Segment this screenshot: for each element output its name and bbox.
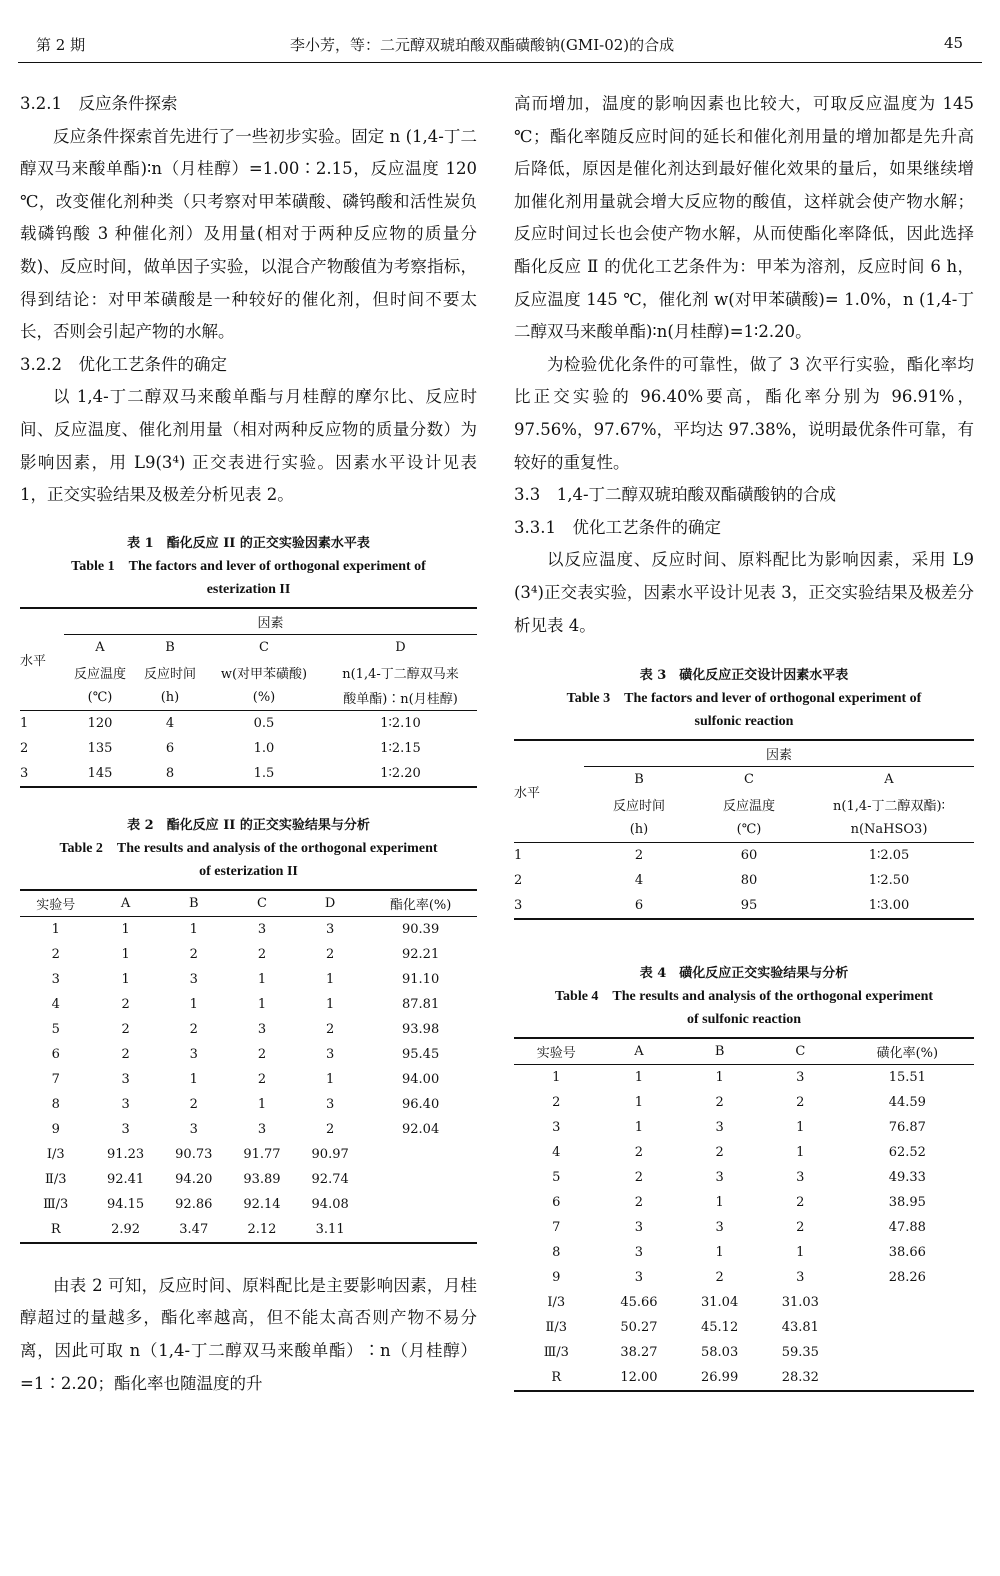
table-cell: Ⅲ/3 xyxy=(43,1196,69,1212)
table-row xyxy=(514,1065,974,1091)
table-cell: 7 xyxy=(552,1220,561,1236)
table-header-cell: 酸单酯)∶n(月桂醇) xyxy=(343,691,458,707)
table-cell: 94.15 xyxy=(106,1196,145,1212)
table-cell: 91.10 xyxy=(402,971,440,987)
table-cell: 6 xyxy=(51,1046,60,1062)
running-header xyxy=(0,0,1000,70)
table-cell: 3 xyxy=(326,1096,335,1112)
paragraph: 由表 2 可知，反应时间、原料配比是主要影响因素，月桂醇超过的量越多，酯化率越高，但不能太高否则产物不易分离，因此可取 n（1,4-丁二醇双马来酸单酯）∶n（月桂醇）=1∶2.20；酯化率也随温度的升 xyxy=(20,1275,477,1393)
table-cell: 3 xyxy=(121,1071,130,1087)
table-cell: 92.86 xyxy=(175,1196,213,1212)
table-cell: 5 xyxy=(51,1021,60,1037)
table-cell: 1 xyxy=(796,1120,805,1136)
table-cell: 7 xyxy=(51,1071,60,1087)
table-cell: 9 xyxy=(51,1121,60,1137)
table-cell: 1 xyxy=(326,971,335,987)
table-cell: 3 xyxy=(796,1170,805,1186)
table-header-cell: A xyxy=(884,772,894,788)
table-header-cell: 反应时间 xyxy=(612,799,665,815)
table-cell: 0.5 xyxy=(253,715,275,731)
table-cell: 45.12 xyxy=(701,1320,739,1336)
table-cell: 1 xyxy=(552,1070,561,1086)
table-cell xyxy=(364,1142,477,1167)
table-cell: 92.14 xyxy=(243,1196,281,1212)
table-cell: 2 xyxy=(715,1145,724,1161)
table-header-cell: C xyxy=(256,895,267,911)
table-cell: 2 xyxy=(51,946,60,962)
table-cell: 2 xyxy=(634,1170,644,1186)
table-cell: 93.98 xyxy=(402,1021,440,1037)
table-cell: 3 xyxy=(715,1220,724,1236)
table-cell: 145 xyxy=(87,765,113,781)
table-header-cell: 磺化率(%) xyxy=(876,1046,939,1062)
level-header: 水平 xyxy=(20,653,47,669)
table-cell: 3 xyxy=(326,921,335,937)
table-cell: 3 xyxy=(189,971,198,987)
table-cell: 1 xyxy=(20,715,29,731)
table-header-cell: 酯化率(%) xyxy=(389,897,452,913)
factor-header: 因素 xyxy=(584,740,974,767)
table-cell: 1∶3.00 xyxy=(868,898,910,914)
paragraph: 以 1,4-丁二醇双马来酸单酯与月桂醇的摩尔比、反应时间、反应温度、催化剂用量（相对两种反应物的质量分数）为影响因素，用 L9(3⁴) 正交表进行实验。因素水平设计见表 1，正交实验结果及极差分析见表 2。 xyxy=(20,387,477,505)
table-cell: 3.47 xyxy=(179,1221,209,1237)
table-caption-en: of esterization II xyxy=(199,863,298,879)
table-cell: 4 xyxy=(51,996,60,1012)
table-cell xyxy=(841,1290,974,1315)
table-row xyxy=(20,916,477,942)
table-row xyxy=(514,1115,974,1140)
level-header: 水平 xyxy=(514,786,541,802)
table-cell: 28.32 xyxy=(781,1370,819,1386)
table-row xyxy=(514,868,974,893)
table-cell: 1∶2.15 xyxy=(380,740,421,756)
table-cell: 3 xyxy=(326,1046,335,1062)
table-row xyxy=(20,1017,477,1042)
table-header-cell: 实验号 xyxy=(36,897,76,913)
table-cell: 31.04 xyxy=(701,1295,739,1311)
table-cell: Ⅰ/3 xyxy=(46,1146,65,1162)
table-cell: 4 xyxy=(634,873,644,889)
table-cell: 2 xyxy=(257,946,267,962)
table-row xyxy=(514,1165,974,1190)
table-header-cell: C xyxy=(259,639,269,655)
table-row xyxy=(514,1090,974,1115)
table-cell: Ⅰ/3 xyxy=(547,1295,566,1311)
table-cell: 1 xyxy=(634,1070,644,1086)
table-cell: 1 xyxy=(514,848,523,864)
table-cell: 3 xyxy=(189,1121,198,1137)
table-cell: 96.40 xyxy=(402,1096,440,1112)
table-row xyxy=(20,942,477,967)
table-cell: 3 xyxy=(634,1220,644,1236)
table-cell: 2 xyxy=(326,1121,335,1137)
table-caption-en: of sulfonic reaction xyxy=(686,1012,802,1028)
table-cell: 3 xyxy=(796,1070,805,1086)
table-cell: 1∶2.50 xyxy=(868,873,910,889)
table-cell: 1.0 xyxy=(253,740,275,756)
table-cell: 1 xyxy=(189,996,198,1012)
table-cell: 28.26 xyxy=(888,1270,926,1286)
table-cell: 80 xyxy=(740,873,758,889)
table-cell xyxy=(841,1315,974,1340)
table-header-cell: A xyxy=(120,895,131,911)
table-header-cell: 反应温度 xyxy=(722,799,775,815)
table-cell: 2 xyxy=(552,1095,561,1111)
table-header-cell: n(1,4-丁二醇双酯)∶ xyxy=(833,799,945,815)
issue-number: 第 2 期 xyxy=(36,36,86,54)
table-row xyxy=(20,710,477,736)
table-cell: 2 xyxy=(189,1096,198,1112)
table-cell: 2 xyxy=(715,1270,724,1286)
table-row xyxy=(514,843,974,869)
paragraph: 为检验优化条件的可靠性，做了 3 次平行实验，酯化率均比正交实验的 96.40%要高，酯化率分别为 96.91%，97.56%，97.67%，平均达 97.38%，说明最优条件可靠，有较好的重复性。 xyxy=(514,354,974,472)
table-cell: 2 xyxy=(634,1145,644,1161)
table-cell: 91.23 xyxy=(106,1146,145,1162)
table-cell: 2.92 xyxy=(111,1221,141,1237)
table-cell: 6 xyxy=(165,740,175,756)
table-caption-en: Table 4 The results and analysis of the orthogonal experiment xyxy=(554,989,934,1005)
table-header-cell: C xyxy=(795,1044,806,1060)
table-cell xyxy=(364,1217,477,1243)
table-cell: 60 xyxy=(740,848,758,864)
table-cell: 2 xyxy=(189,946,198,962)
table-3 xyxy=(514,664,974,920)
table-cell: 2 xyxy=(796,1195,805,1211)
table-cell: 3 xyxy=(634,1245,644,1261)
table-cell: 3 xyxy=(189,1046,198,1062)
table-cell: 2 xyxy=(189,1021,198,1037)
table-cell: 3 xyxy=(715,1170,724,1186)
table-cell: 15.51 xyxy=(888,1070,926,1086)
table-cell: R xyxy=(551,1370,562,1386)
table-cell: 59.35 xyxy=(781,1345,819,1361)
table-cell: 2 xyxy=(715,1095,724,1111)
table-header-cell: D xyxy=(324,895,336,911)
table-1 xyxy=(20,532,477,788)
table-row xyxy=(514,1240,974,1265)
table-header-cell: B xyxy=(165,639,175,655)
table-row xyxy=(20,1167,477,1192)
table-header-cell: (h) xyxy=(160,689,180,705)
table-cell xyxy=(364,1192,477,1217)
table-cell: 44.59 xyxy=(888,1095,926,1111)
table-cell: 3 xyxy=(257,921,267,937)
table-cell: 90.39 xyxy=(402,921,440,937)
table-cell: 2 xyxy=(257,1071,267,1087)
table-cell: 12.00 xyxy=(620,1370,658,1386)
table-cell: 2 xyxy=(796,1095,805,1111)
table-cell: 3 xyxy=(257,1021,267,1037)
paragraph: 反应条件探索首先进行了一些初步实验。固定 n (1,4-丁二醇双马来酸单酯)∶n（月桂醇）=1.00∶2.15，反应温度 120 ℃，改变催化剂种类（只考察对甲苯磺酸、磷钨酸和活性炭负载磷钨酸 3 种催化剂）及用量(相对于两种反应物的质量分数)、反应时间，做单因子实验，以混合产物酸值为考察指标，得到结论：对甲苯磺酸是一种较好的催化剂，但时间不要太长，否则会引起产物的水解。 xyxy=(20,126,477,342)
table-cell: 92.04 xyxy=(402,1121,440,1137)
table-cell: 1.5 xyxy=(253,765,275,781)
table-header-cell: (℃) xyxy=(87,689,113,705)
table-header-cell: (%) xyxy=(252,689,276,705)
paragraph: 高而增加，温度的影响因素也比较大，可取反应温度为 145 ℃；酯化率随反应时间的延长和催化剂用量的增加都是先升高后降低，原因是催化剂达到最好催化效果的量后，如果继续增加催化剂用量就会增大反应物的酸值，这样就会使产物水解；反应时间过长也会使产物水解，从而使酯化率降低，因此选择酯化反应 Ⅱ 的优化工艺条件为：甲苯为溶剂，反应时间 6 h，反应温度 145 ℃，催化剂 w(对甲苯磺酸)= 1.0%，n (1,4-丁二醇双马来酸单酯)∶n(月桂醇)=1∶2.20。 xyxy=(514,94,975,342)
table-row xyxy=(514,1215,974,1240)
table-cell: 1 xyxy=(715,1245,724,1261)
table-header-cell: A xyxy=(95,639,105,655)
table-cell: 95.45 xyxy=(402,1046,440,1062)
table-cell: 2.12 xyxy=(247,1221,277,1237)
table-header-cell: n(NaHSO3) xyxy=(850,822,928,838)
table-cell: 3 xyxy=(257,1121,267,1137)
table-cell: 2 xyxy=(514,873,523,889)
right-column xyxy=(514,88,974,1392)
table-cell: 1 xyxy=(257,996,267,1012)
table-cell: 1 xyxy=(121,946,130,962)
table-header-cell: B xyxy=(188,895,199,911)
table-cell: 6 xyxy=(634,898,644,914)
table-cell: 1 xyxy=(189,1071,198,1087)
table-header-cell: 反应温度 xyxy=(73,666,126,682)
page-number: 45 xyxy=(944,34,964,52)
table-header-cell: C xyxy=(744,772,754,788)
table-cell: 1∶2.10 xyxy=(380,715,421,731)
table-caption-en: sulfonic reaction xyxy=(694,714,794,730)
table-cell: 120 xyxy=(87,715,113,731)
table-caption-zh: 表 4 磺化反应正交实验结果与分析 xyxy=(639,966,849,982)
table-row xyxy=(514,1290,974,1315)
table-cell: 1 xyxy=(715,1195,724,1211)
table-cell: 3 xyxy=(121,1121,130,1137)
table-row xyxy=(20,1142,477,1167)
table-caption-zh: 表 1 酯化反应 II 的正交实验因素水平表 xyxy=(127,535,370,551)
table-cell: 43.81 xyxy=(781,1320,819,1336)
table-cell xyxy=(841,1340,974,1365)
table-cell: 4 xyxy=(552,1145,561,1161)
table-cell: Ⅲ/3 xyxy=(543,1345,569,1361)
table-cell: 2 xyxy=(796,1220,805,1236)
table-cell: 4 xyxy=(165,715,175,731)
table-row xyxy=(20,992,477,1017)
table-row xyxy=(20,1092,477,1117)
table-row xyxy=(514,1315,974,1340)
table-cell: 26.99 xyxy=(701,1370,739,1386)
table-cell: 1∶2.20 xyxy=(380,765,421,781)
table-cell: 3 xyxy=(20,765,29,781)
table-cell: 2 xyxy=(121,996,130,1012)
table-cell: 2 xyxy=(121,1021,130,1037)
table-cell: 94.08 xyxy=(311,1196,349,1212)
table-row xyxy=(20,967,477,992)
table-cell: 49.33 xyxy=(888,1170,926,1186)
table-row xyxy=(20,1117,477,1142)
table-cell: 58.03 xyxy=(701,1345,739,1361)
table-caption-zh: 表 3 磺化反应正交设计因素水平表 xyxy=(639,668,849,684)
factor-header: 因素 xyxy=(64,608,477,635)
table-cell: 94.00 xyxy=(402,1071,440,1087)
table-cell: 8 xyxy=(165,765,175,781)
table-caption-en: Table 3 The factors and lever of orthogonal experiment of xyxy=(566,691,922,707)
table-cell: 3 xyxy=(715,1120,724,1136)
table-cell: 135 xyxy=(87,740,113,756)
section-3-2-1-heading: 3.2.1 反应条件探索 xyxy=(20,94,178,113)
table-caption-en: Table 1 The factors and lever of orthogonal experiment of xyxy=(71,558,426,574)
table-caption-en: Table 2 The results and analysis of the orthogonal experiment xyxy=(59,840,438,856)
section-3-3-1-heading: 3.3.1 优化工艺条件的确定 xyxy=(514,517,721,537)
table-cell xyxy=(841,1365,974,1391)
table-row xyxy=(20,1042,477,1067)
table-cell: 1 xyxy=(326,1071,335,1087)
table-cell: 8 xyxy=(552,1245,561,1261)
table-cell: Ⅱ/3 xyxy=(545,1320,568,1336)
table-cell: 1 xyxy=(634,1120,644,1136)
table-cell: 92.21 xyxy=(402,946,440,962)
table-cell: 2 xyxy=(634,848,644,864)
paragraph: 以反应温度、反应时间、原料配比为影响因素，采用 L9 (3⁴)正交表实验，因素水平设计见表 3，正交实验结果及极差分析见表 4。 xyxy=(514,550,974,635)
table-row xyxy=(514,893,974,919)
table-cell: 2 xyxy=(634,1195,644,1211)
table-cell: 92.41 xyxy=(106,1171,145,1187)
table-cell: R xyxy=(50,1221,61,1237)
table-cell: 38.27 xyxy=(620,1345,658,1361)
section-3-2-2-heading: 3.2.2 优化工艺条件的确定 xyxy=(20,354,227,374)
table-cell: 1 xyxy=(51,921,60,937)
table-header-cell: 反应时间 xyxy=(143,666,196,682)
table-header-cell: D xyxy=(395,639,406,655)
table-header-cell: n(1,4-丁二醇双马来 xyxy=(342,666,459,682)
table-cell: 2 xyxy=(326,946,335,962)
table-cell: 31.03 xyxy=(781,1295,819,1311)
table-cell: 62.52 xyxy=(888,1145,926,1161)
table-cell: 3 xyxy=(514,898,523,914)
table-cell: 3 xyxy=(634,1270,644,1286)
table-cell: 3 xyxy=(552,1120,561,1136)
table-cell: 45.66 xyxy=(620,1295,658,1311)
table-cell: 1 xyxy=(257,971,267,987)
table-row xyxy=(514,1365,974,1391)
table-cell xyxy=(364,1167,477,1192)
table-cell: 1 xyxy=(796,1145,805,1161)
table-cell: 3 xyxy=(121,1096,130,1112)
table-cell: 87.81 xyxy=(402,996,440,1012)
table-cell: 1 xyxy=(634,1095,644,1111)
table-row xyxy=(20,761,477,787)
table-cell: 2 xyxy=(326,1021,335,1037)
table-cell: 38.95 xyxy=(888,1195,926,1211)
table-header-cell: (℃) xyxy=(736,822,762,838)
table-header-cell: 实验号 xyxy=(536,1046,576,1062)
table-row xyxy=(20,736,477,761)
table-cell: 50.27 xyxy=(620,1320,658,1336)
running-title: 李小芳，等：二元醇双琥珀酸双酯磺酸钠(GMI-02)的合成 xyxy=(290,36,675,54)
table-cell: 1 xyxy=(326,996,335,1012)
table-cell: 8 xyxy=(51,1096,60,1112)
table-2 xyxy=(20,814,477,1244)
table-caption-en: esterization II xyxy=(206,581,291,597)
table-header-cell: w(对甲苯磺酸) xyxy=(220,666,308,682)
table-cell: 94.20 xyxy=(175,1171,213,1187)
table-cell: 3 xyxy=(51,971,60,987)
table-row xyxy=(514,1340,974,1365)
table-caption-zh: 表 2 酯化反应 II 的正交实验结果与分析 xyxy=(127,817,370,833)
table-cell: 90.97 xyxy=(311,1146,349,1162)
left-column xyxy=(20,88,477,1400)
table-cell: 1 xyxy=(257,1096,267,1112)
table-cell: 1 xyxy=(189,921,198,937)
table-cell: 47.88 xyxy=(888,1220,926,1236)
table-cell: 2 xyxy=(20,740,29,756)
table-cell: 90.73 xyxy=(175,1146,213,1162)
table-row xyxy=(514,1140,974,1165)
table-row xyxy=(514,1265,974,1290)
table-cell: Ⅱ/3 xyxy=(44,1171,67,1187)
table-header-cell: (h) xyxy=(629,822,649,838)
table-cell: 1∶2.05 xyxy=(868,848,910,864)
table-cell: 1 xyxy=(715,1070,724,1086)
section-3-3-heading: 3.3 1,4-丁二醇双琥珀酸双酯磺酸钠的合成 xyxy=(514,485,837,505)
header-rule xyxy=(18,62,982,63)
table-cell: 2 xyxy=(121,1046,130,1062)
table-row xyxy=(20,1217,477,1243)
table-row xyxy=(20,1067,477,1092)
table-cell: 95 xyxy=(740,898,758,914)
table-cell: 91.77 xyxy=(243,1146,281,1162)
table-cell: 9 xyxy=(552,1270,561,1286)
table-cell: 1 xyxy=(121,971,130,987)
table-cell: 76.87 xyxy=(888,1120,926,1136)
table-header-cell: B xyxy=(634,772,644,788)
table-cell: 3 xyxy=(796,1270,805,1286)
table-header-cell: A xyxy=(634,1044,644,1060)
table-cell: 92.74 xyxy=(311,1171,349,1187)
table-cell: 3.11 xyxy=(315,1221,345,1237)
table-cell: 38.66 xyxy=(888,1245,926,1261)
table-4 xyxy=(514,962,974,1392)
table-cell: 2 xyxy=(257,1046,267,1062)
table-header-cell: B xyxy=(714,1044,725,1060)
table-cell: 93.89 xyxy=(243,1171,281,1187)
table-cell: 1 xyxy=(121,921,130,937)
table-cell: 1 xyxy=(796,1245,805,1261)
table-cell: 6 xyxy=(552,1195,561,1211)
table-cell: 5 xyxy=(552,1170,561,1186)
table-row xyxy=(20,1192,477,1217)
table-row xyxy=(514,1190,974,1215)
